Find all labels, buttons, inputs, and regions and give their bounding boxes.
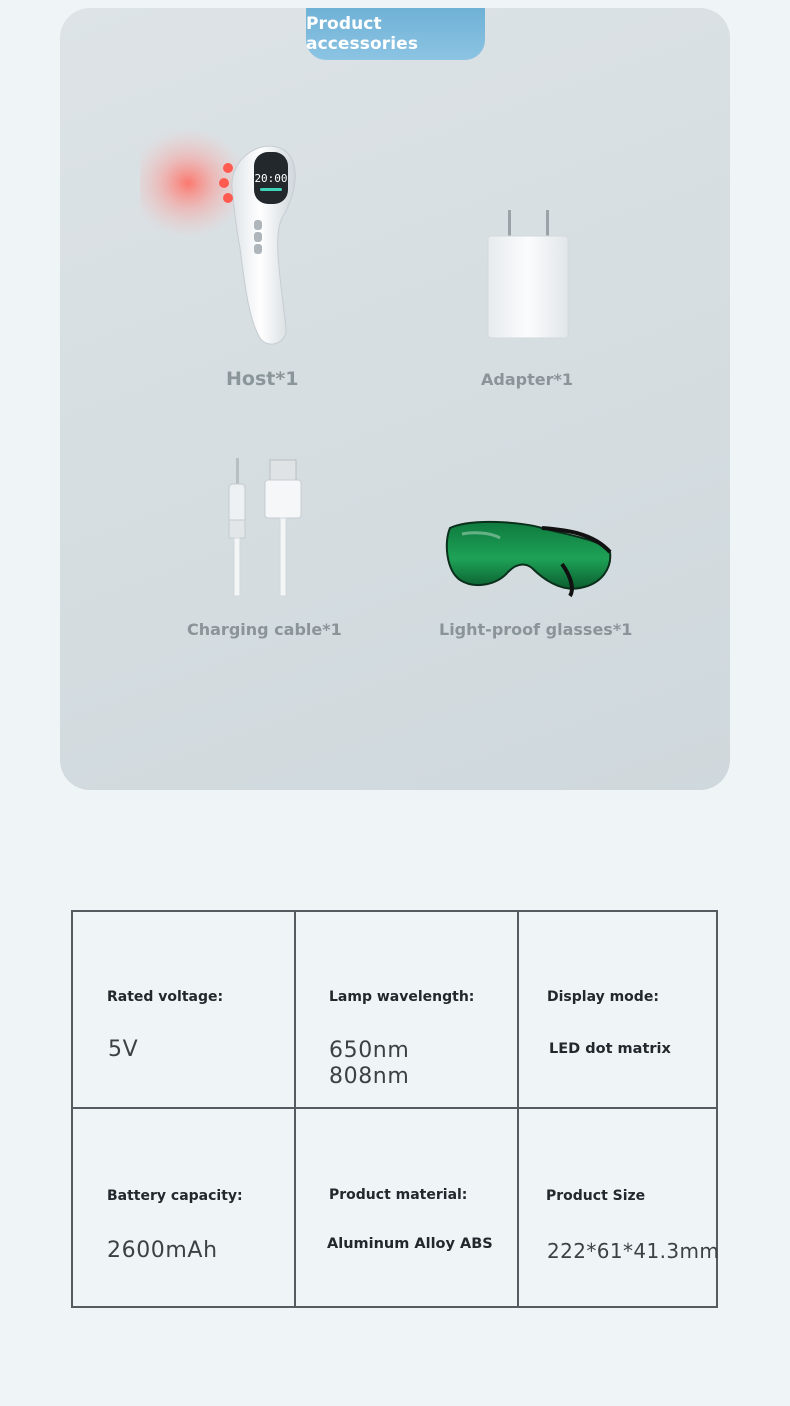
spec-value: Aluminum Alloy ABS: [327, 1236, 493, 1252]
spec-key: Display mode:: [547, 989, 659, 1005]
host-label: Host*1: [226, 368, 299, 390]
spec-value: 650nm: [329, 1038, 410, 1063]
charging-cable-image: [215, 448, 315, 598]
spec-cell-rated-voltage: [73, 912, 296, 1109]
spec-value: 222*61*41.3mm: [547, 1239, 720, 1263]
spec-key: Product material:: [329, 1187, 468, 1203]
accessories-panel: [60, 8, 730, 790]
adapter-label: Adapter*1: [481, 370, 573, 389]
spec-cell-product-material: [296, 1109, 519, 1306]
spec-value: 808nm: [329, 1064, 410, 1089]
spec-cell-display-mode: [519, 912, 716, 1109]
glasses-label: Light-proof glasses*1: [439, 620, 633, 639]
spec-key: Lamp wavelength:: [329, 989, 475, 1005]
spec-cell-lamp-wavelength: [296, 912, 519, 1109]
host-device-image: [140, 128, 320, 358]
device-screen-text: 20:00: [254, 172, 288, 185]
glasses-image: [442, 508, 612, 603]
spec-key: Battery capacity:: [107, 1188, 243, 1204]
spec-key: Rated voltage:: [107, 989, 224, 1005]
accessories-title-tab: Product accessories: [306, 8, 485, 60]
spec-value: 5V: [108, 1037, 139, 1062]
spec-key: Product Size: [546, 1188, 646, 1204]
spec-value: LED dot matrix: [549, 1041, 671, 1057]
charging-cable-label: Charging cable*1: [187, 620, 342, 639]
spec-table: [71, 910, 718, 1308]
spec-cell-product-size: [519, 1109, 720, 1306]
spec-cell-battery-capacity: [73, 1109, 296, 1306]
spec-value: 2600mAh: [107, 1238, 218, 1263]
adapter-image: [480, 206, 580, 346]
